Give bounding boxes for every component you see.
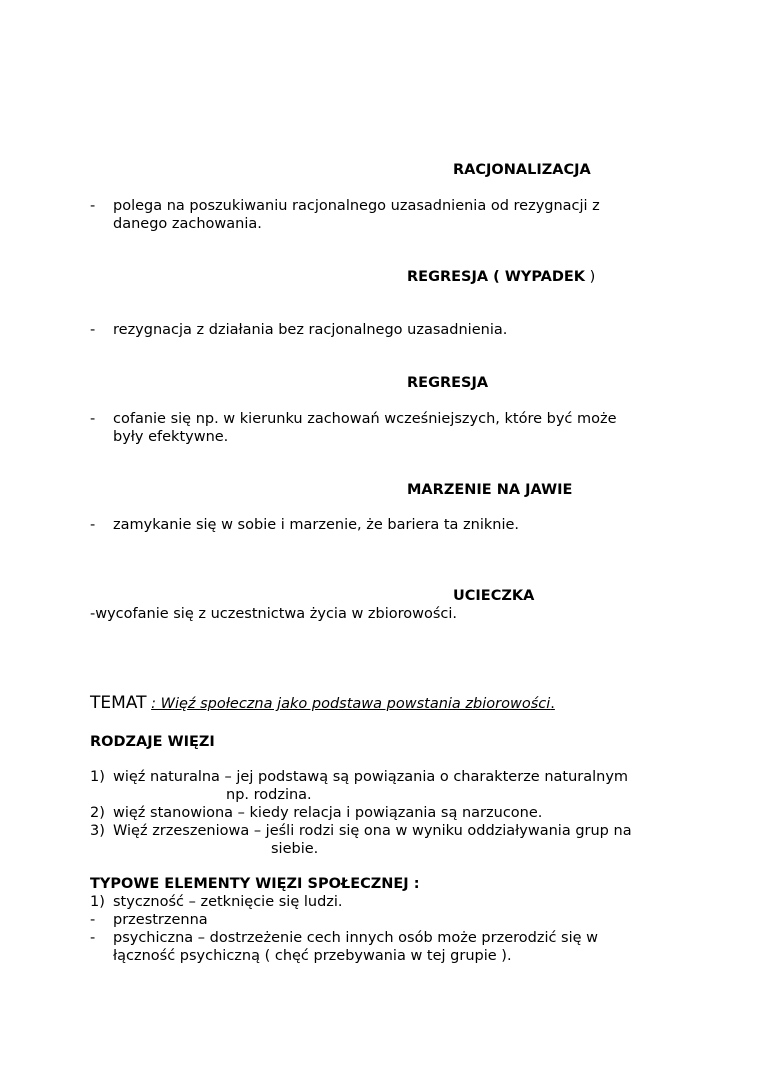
heading-ucieczka: UCIECZKA	[453, 588, 535, 604]
heading-typowe-elementy: TYPOWE ELEMENTY WIĘZI SPOŁECZNEJ :	[90, 876, 420, 892]
list-marker: 2)	[90, 805, 105, 821]
heading-tail: )	[585, 269, 596, 285]
heading-rodzaje-wiezi: RODZAJE WIĘZI	[90, 734, 215, 750]
list-marker: -	[90, 198, 96, 214]
list-item-line: więź naturalna – jej podstawą są powiązania o charakterze naturalnym	[113, 769, 629, 785]
heading-regresja: REGRESJA	[407, 375, 489, 391]
list-item-line: polega na poszukiwaniu racjonalnego uzasadnienia od rezygnacji z	[113, 198, 600, 214]
list-marker: -	[90, 322, 96, 338]
list-item-continuation: np. rodzina.	[226, 787, 312, 803]
topic-subject: : Więź społeczna jako podstawa powstania zbiorowości	[151, 696, 551, 712]
list-item-line: łączność psychiczną ( chęć przebywania w tej grupie ).	[113, 948, 512, 964]
list-marker: -	[90, 912, 96, 928]
topic-end: .	[550, 696, 555, 712]
topic-label: TEMAT	[90, 693, 147, 713]
list-item-line: danego zachowania.	[113, 216, 262, 232]
list-item-line: były efektywne.	[113, 429, 229, 445]
list-item-line: psychiczna – dostrzeżenie cech innych osób może przerodzić się w	[113, 930, 599, 946]
topic-line	[90, 694, 555, 713]
list-item-line: cofanie się np. w kierunku zachowań wcześniejszych, które być może	[113, 411, 617, 427]
list-marker: 3)	[90, 823, 105, 839]
list-item-line: Więź zrzeszeniowa – jeśli rodzi się ona w wyniku oddziaływania grup na	[113, 823, 632, 839]
list-item-line: więź stanowiona – kiedy relacja i powiązania są narzucone.	[113, 805, 543, 821]
list-item-line: rezygnacja z działania bez racjonalnego uzasadnienia.	[113, 322, 508, 338]
list-marker: -	[90, 930, 96, 946]
heading-marzenie-na-jawie: MARZENIE NA JAWIE	[407, 482, 573, 498]
heading-bold-part: REGRESJA ( WYPADEK	[407, 269, 586, 285]
list-item-line: przestrzenna	[113, 912, 208, 928]
list-item-line: zamykanie się w sobie i marzenie, że bariera ta zniknie.	[113, 517, 519, 533]
list-item-line: styczność – zetknięcie się ludzi.	[113, 894, 343, 910]
list-marker: 1)	[90, 769, 105, 785]
list-marker: -	[90, 517, 96, 533]
list-marker: -	[90, 411, 96, 427]
heading-racjonalizacja: RACJONALIZACJA	[453, 162, 591, 178]
list-item-continuation: siebie.	[271, 841, 319, 857]
paragraph-ucieczka: -wycofanie się z uczestnictwa życia w zbiorowości.	[90, 606, 458, 622]
list-marker: 1)	[90, 894, 105, 910]
heading-regresja-wypadek	[407, 268, 595, 286]
